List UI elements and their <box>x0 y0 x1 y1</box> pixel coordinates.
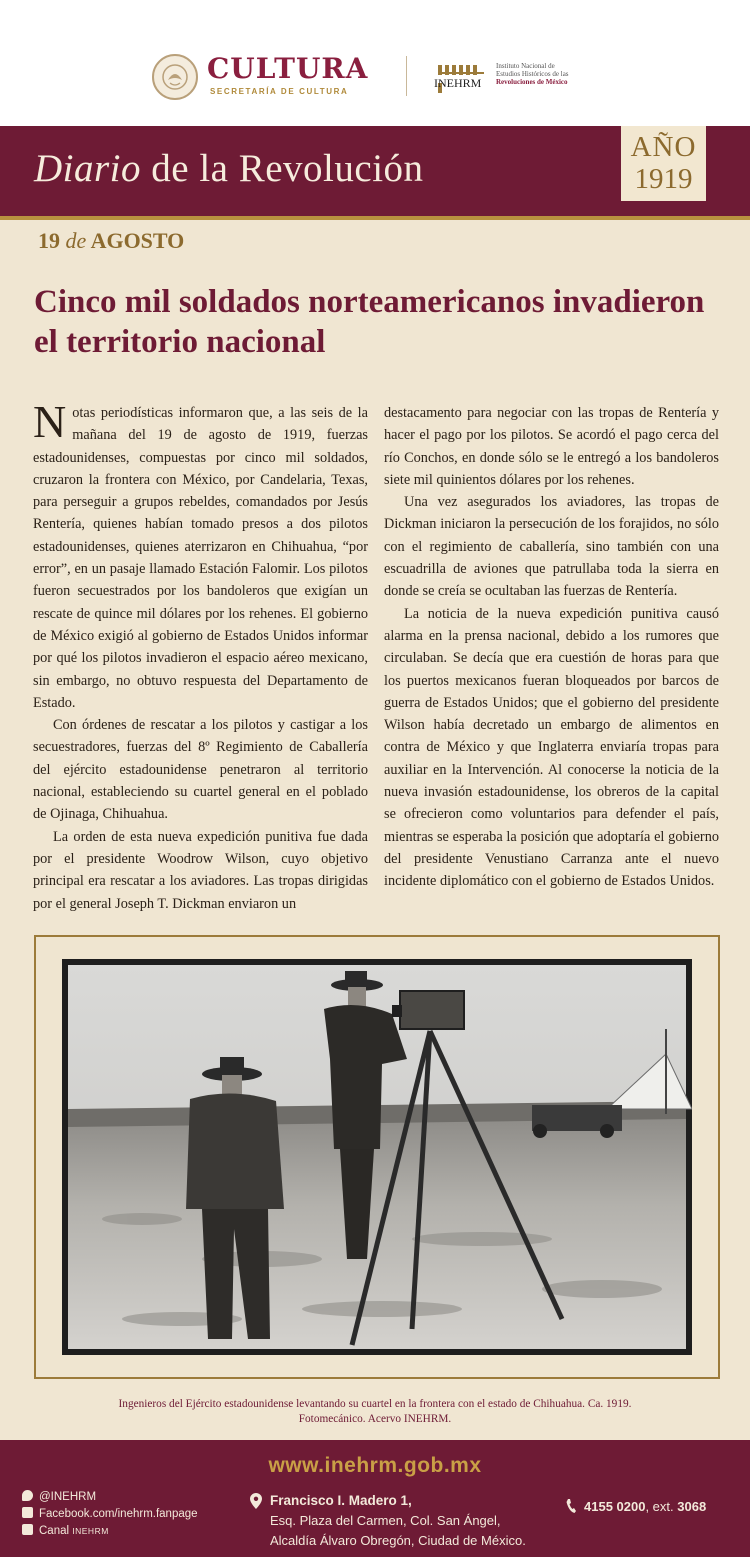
paragraph-5: La noticia de la nueva expedición punitiva causó alarma en la prensa nacional, debido a los rumores que circulaban. Se decía que era cuestión de horas para que los puertos mexicanos fueran bloqueados por barcos de guerra de Estados Unidos; que el gobierno del presidente Wilson había decretado un embargo de alimentos en contra de México y que Inglaterra enviaría tropas para auxiliar en la Intervención. Al conocerse la noticia de la nueva invasión estadounidense, los obreros de la capital se ofrecieron como voluntarios para defender el país, mientras se esperaba la posición que adoptaría el gobierno del presidente Venustiano Carranza ante el nuevo incidente diplomático con el gobierno de Estados Unidos. <box>384 605 719 890</box>
youtube-label: Canal <box>39 1525 70 1537</box>
columns-icon <box>438 62 484 74</box>
secretaria-label: SECRETARÍA DE CULTURA <box>210 87 349 96</box>
paragraph-3: La orden de esta nueva expedición punitiva fue dada por el presidente Woodrow Wilson, cuyo objetivo principal era rescatar a los aviadores. Las tropas dirigidas por el general Joseph T. Dickman enviaron un <box>33 828 368 912</box>
top-header <box>0 0 750 126</box>
inehrm-word: INEHRM <box>434 76 482 90</box>
year-label: AÑO <box>630 131 697 163</box>
phone-icon <box>566 1499 576 1513</box>
series-title-rest: de la Revolución <box>141 147 424 190</box>
series-title <box>34 146 424 191</box>
headline: Cinco mil soldados norteamericanos invadieron el territorio nacional <box>34 284 705 360</box>
address-line-2: Esq. Plaza del Carmen, Col. San Ángel, <box>270 1513 501 1528</box>
website-link[interactable]: www.inehrm.gob.mx <box>268 1454 482 1477</box>
twitter-handle: @INEHRM <box>39 1491 97 1503</box>
series-title-italic: Diario <box>34 147 142 190</box>
paragraph-1 <box>33 396 368 714</box>
inehrm-line-3: Revoluciones de México <box>496 78 568 86</box>
inehrm-line-2: Estudios Históricos de las <box>496 70 569 78</box>
photo-frame <box>34 935 720 1379</box>
facebook-icon <box>22 1507 33 1518</box>
facebook-url: Facebook.com/inehrm.fanpage <box>39 1508 198 1520</box>
paragraph-4: Una vez asegurados los aviadores, las tropas de Dickman iniciaron la persecución de los forajidos, no sólo con el regimiento de caballería, sino también con una escuadrilla de aviones que patrullaba toda la sierra en donde se creía se ocultaban las fuerzas de Rentería. <box>384 494 719 600</box>
address-street: Francisco I. Madero 1, <box>270 1493 412 1508</box>
date-line <box>38 228 184 254</box>
cultura-logo-text: CULTURA <box>207 52 369 85</box>
photo-caption <box>60 1397 690 1427</box>
phone-number: 4155 0200 <box>584 1499 646 1514</box>
facebook-link[interactable] <box>22 1507 198 1520</box>
drop-cap: N <box>33 396 67 447</box>
twitter-icon <box>22 1490 33 1501</box>
national-seal-icon <box>152 54 198 100</box>
date-month: AGOSTO <box>90 228 185 253</box>
twitter-link[interactable] <box>22 1490 96 1503</box>
address-line-3: Alcaldía Álvaro Obregón, Ciudad de México. <box>270 1533 526 1548</box>
inehrm-line-1: Instituto Nacional de <box>496 62 555 70</box>
header-divider <box>406 56 407 96</box>
phone-ext: 3068 <box>677 1499 707 1514</box>
phone-ext-label: , ext. <box>645 1499 674 1514</box>
caption-line-1: Ingenieros del Ejército estadounidense levantando su cuartel en la frontera con el estado de Chihuahua. Ca. 1919. <box>118 1398 632 1410</box>
article-column-right <box>384 402 719 893</box>
inehrm-institution-name <box>496 62 569 86</box>
date-day: 19 <box>38 228 60 253</box>
youtube-link[interactable] <box>22 1524 109 1537</box>
caption-line-2: Fotomecánico. Acervo INEHRM. <box>298 1413 452 1425</box>
youtube-icon <box>22 1524 33 1535</box>
paragraph-1-text: otas periodísticas informaron que, a las seis de la mañana del 19 de agosto de 1919, fuerzas estadounidenses, compuestas por cinco mil soldados, cruzaron la frontera con México, por Candelaria, Texas, para perseguir a grupos rebeldes, comandados por Jesús Rentería, quienes habían tomado presos a dos pilotos estadounidenses, quienes aterrizaron en Chihuahua, “por error”, en un pasaje llamado Estación Falomir. Los pilotos fueron secuestrados por los bandoleros que exigían un rescate de quince mil dólares por los rehenes. El gobierno de México exigió al gobierno de Estados Unidos informar por qué los pilotos invadieron el espacio aéreo mexicano, sin embargo, no obtuvo respuesta del Departamento de Estado. <box>33 405 368 711</box>
article-column-left <box>33 396 368 915</box>
gold-rule <box>0 216 750 220</box>
youtube-channel: INEHRM <box>72 1526 109 1536</box>
historic-photograph <box>62 959 692 1355</box>
year-number: 1919 <box>634 163 693 195</box>
address-block <box>252 1491 526 1551</box>
date-de: de <box>65 228 87 253</box>
paragraph-3-continued: destacamento para negociar con las tropas de Rentería y hacer el pago por los pilotos. Se acordó el pago cerca del río Conchos, en donde sólo se le entregó a los bandoleros siete mil quinientos dólares por los rehenes. <box>384 405 719 488</box>
phone-block[interactable] <box>566 1499 706 1514</box>
paragraph-2: Con órdenes de rescatar a los pilotos y castigar a los secuestradores, fuerzas del 8º Regimiento de Caballería del ejército estadounidense penetraron al territorio nacional, estableciendo su cuartel general en el poblado de Ojinaga, Chihuahua. <box>33 717 368 823</box>
year-box <box>621 126 706 201</box>
inehrm-logo <box>434 62 490 90</box>
